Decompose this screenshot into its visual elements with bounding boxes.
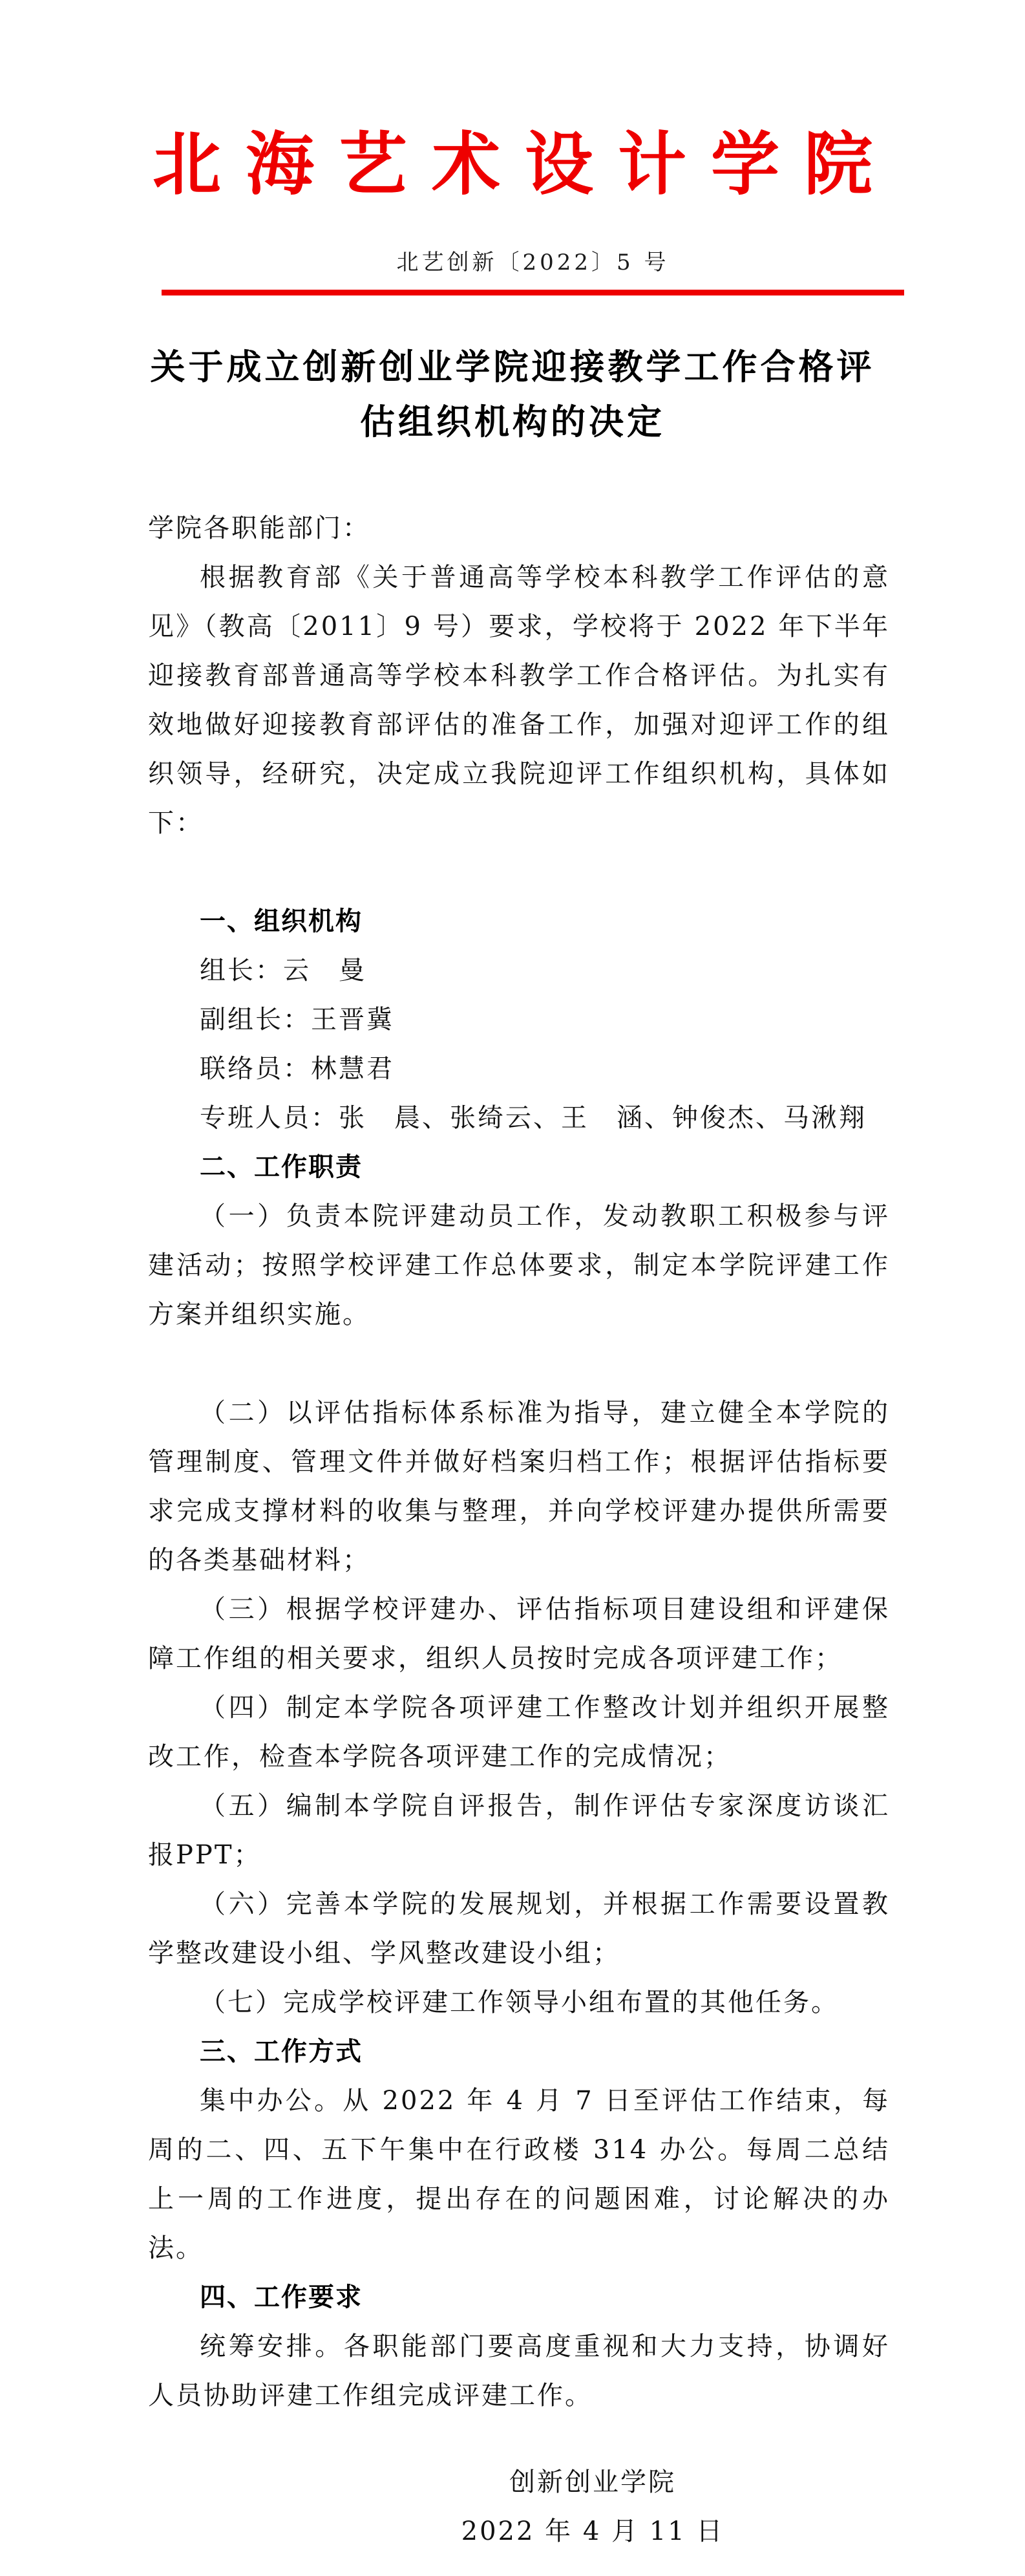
paragraph: （二）以评估指标体系标准为指导，建立健全本学院的管理制度、管理文件并做好档案归档工作；根据评估指标要求完成支撑材料的收集与整理，并向学校评建办提供所需要的各类基础材料； bbox=[148, 1398, 890, 1575]
masthead-center-column bbox=[162, 248, 904, 295]
document-title-line2: 估组织机构的决定 bbox=[360, 401, 665, 442]
paragraph: （一）负责本院评建动员工作，发动教职工积极参与评建活动；按照学校评建工作总体要求，制定本学院评建工作方案并组织实施。 bbox=[148, 1201, 890, 1329]
paragraph: （七）完成学校评建工作领导小组布置的其他任务。 bbox=[200, 1988, 839, 2017]
section-heading: 三、工作方式 bbox=[200, 2037, 363, 2066]
roster-line: 组长：云 曼 bbox=[200, 956, 366, 985]
signature-org: 创新创业学院 bbox=[509, 2467, 676, 2497]
paragraph: 统筹安排。各职能部门要高度重视和大力支持，协调好人员协助评建工作组完成评建工作。 bbox=[148, 2332, 890, 2410]
paragraph: （六）完善本学院的发展规划，并根据工作需要设置教学整改建设小组、学风整改建设小组； bbox=[148, 1889, 890, 1968]
section-heading: 四、工作要求 bbox=[200, 2282, 363, 2312]
salutation: 学院各职能部门： bbox=[148, 513, 370, 543]
doc-number: 北艺创新〔2022〕5 号 bbox=[396, 250, 670, 275]
signature-block bbox=[450, 2458, 735, 2556]
section-heading: 二、工作职责 bbox=[200, 1152, 363, 1182]
paragraph: （五）编制本学院自评报告，制作评估专家深度访谈汇报PPT； bbox=[148, 1791, 890, 1870]
masthead-org-name: 北海艺术设计学院 bbox=[153, 123, 897, 204]
red-divider-rule bbox=[162, 290, 904, 295]
document-title-line1: 关于成立创新创业学院迎接教学工作合格评 bbox=[150, 346, 875, 387]
paragraph: 根据教育部《关于普通高等学校本科教学工作评估的意见》（教高〔2011〕9 号）要求，学校将于 2022 年下半年迎接教育部普通高等学校本科教学工作合格评估。为扎实有效地做好迎接教育部评估的准备工作，加强对迎评工作的组织领导，经研究，决定成立我院迎评工作组织机构，具体如下： bbox=[148, 563, 890, 838]
document-title bbox=[0, 339, 1025, 449]
section-heading: 一、组织机构 bbox=[200, 907, 363, 936]
paragraph: （四）制定本学院各项评建工作整改计划并组织开展整改工作，检查本学院各项评建工作的完成情况； bbox=[148, 1693, 890, 1772]
paragraph-list bbox=[148, 553, 890, 2420]
paragraph: （三）根据学校评建办、评估指标项目建设组和评建保障工作组的相关要求，组织人员按时完成各项评建工作； bbox=[148, 1594, 890, 1673]
signature-date: 2022 年 4 月 11 日 bbox=[461, 2517, 724, 2546]
roster-line: 副组长：王晋冀 bbox=[200, 1005, 394, 1035]
document-body bbox=[148, 504, 890, 2556]
roster-line: 专班人员：张 晨、张绮云、王 涵、钟俊杰、马湫翔 bbox=[200, 1103, 867, 1133]
roster-line: 联络员：林慧君 bbox=[200, 1054, 394, 1084]
paragraph: 集中办公。从 2022 年 4 月 7 日至评估工作结束，每周的二、四、五下午集中在行政楼 314 办公。每周二总结上一周的工作进度，提出存在的问题困难，讨论解决的办法。 bbox=[148, 2086, 890, 2263]
